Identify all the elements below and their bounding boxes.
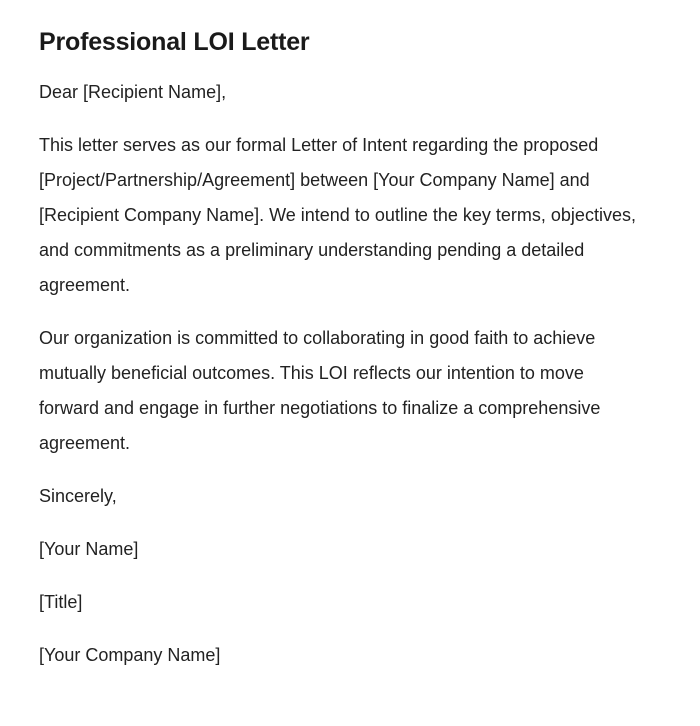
letter-salutation: Dear [Recipient Name], [39, 82, 227, 102]
letter-closing: Sincerely, [39, 486, 117, 506]
letter-paragraph-2: Our organization is committed to collaborating in good faith to achieve mutually beneficial outcomes. This LOI reflects our intention to move forward and engage in further negotiations to finalize a comprehensive agreement. [39, 328, 601, 453]
letter-body [39, 75, 644, 673]
letter-paragraph-1: This letter serves as our formal Letter of Intent regarding the proposed [Project/Partnership/Agreement] between [Your Company Name] and [Recipient Company Name]. We intend to outline the key terms, objectives, and commitments as a preliminary understanding pending a detailed agreement. [39, 135, 636, 295]
page-title: Professional LOI Letter [39, 28, 310, 56]
signature-title: [Title] [39, 592, 83, 612]
signature-name: [Your Name] [39, 539, 139, 559]
signature-company: [Your Company Name] [39, 645, 221, 665]
